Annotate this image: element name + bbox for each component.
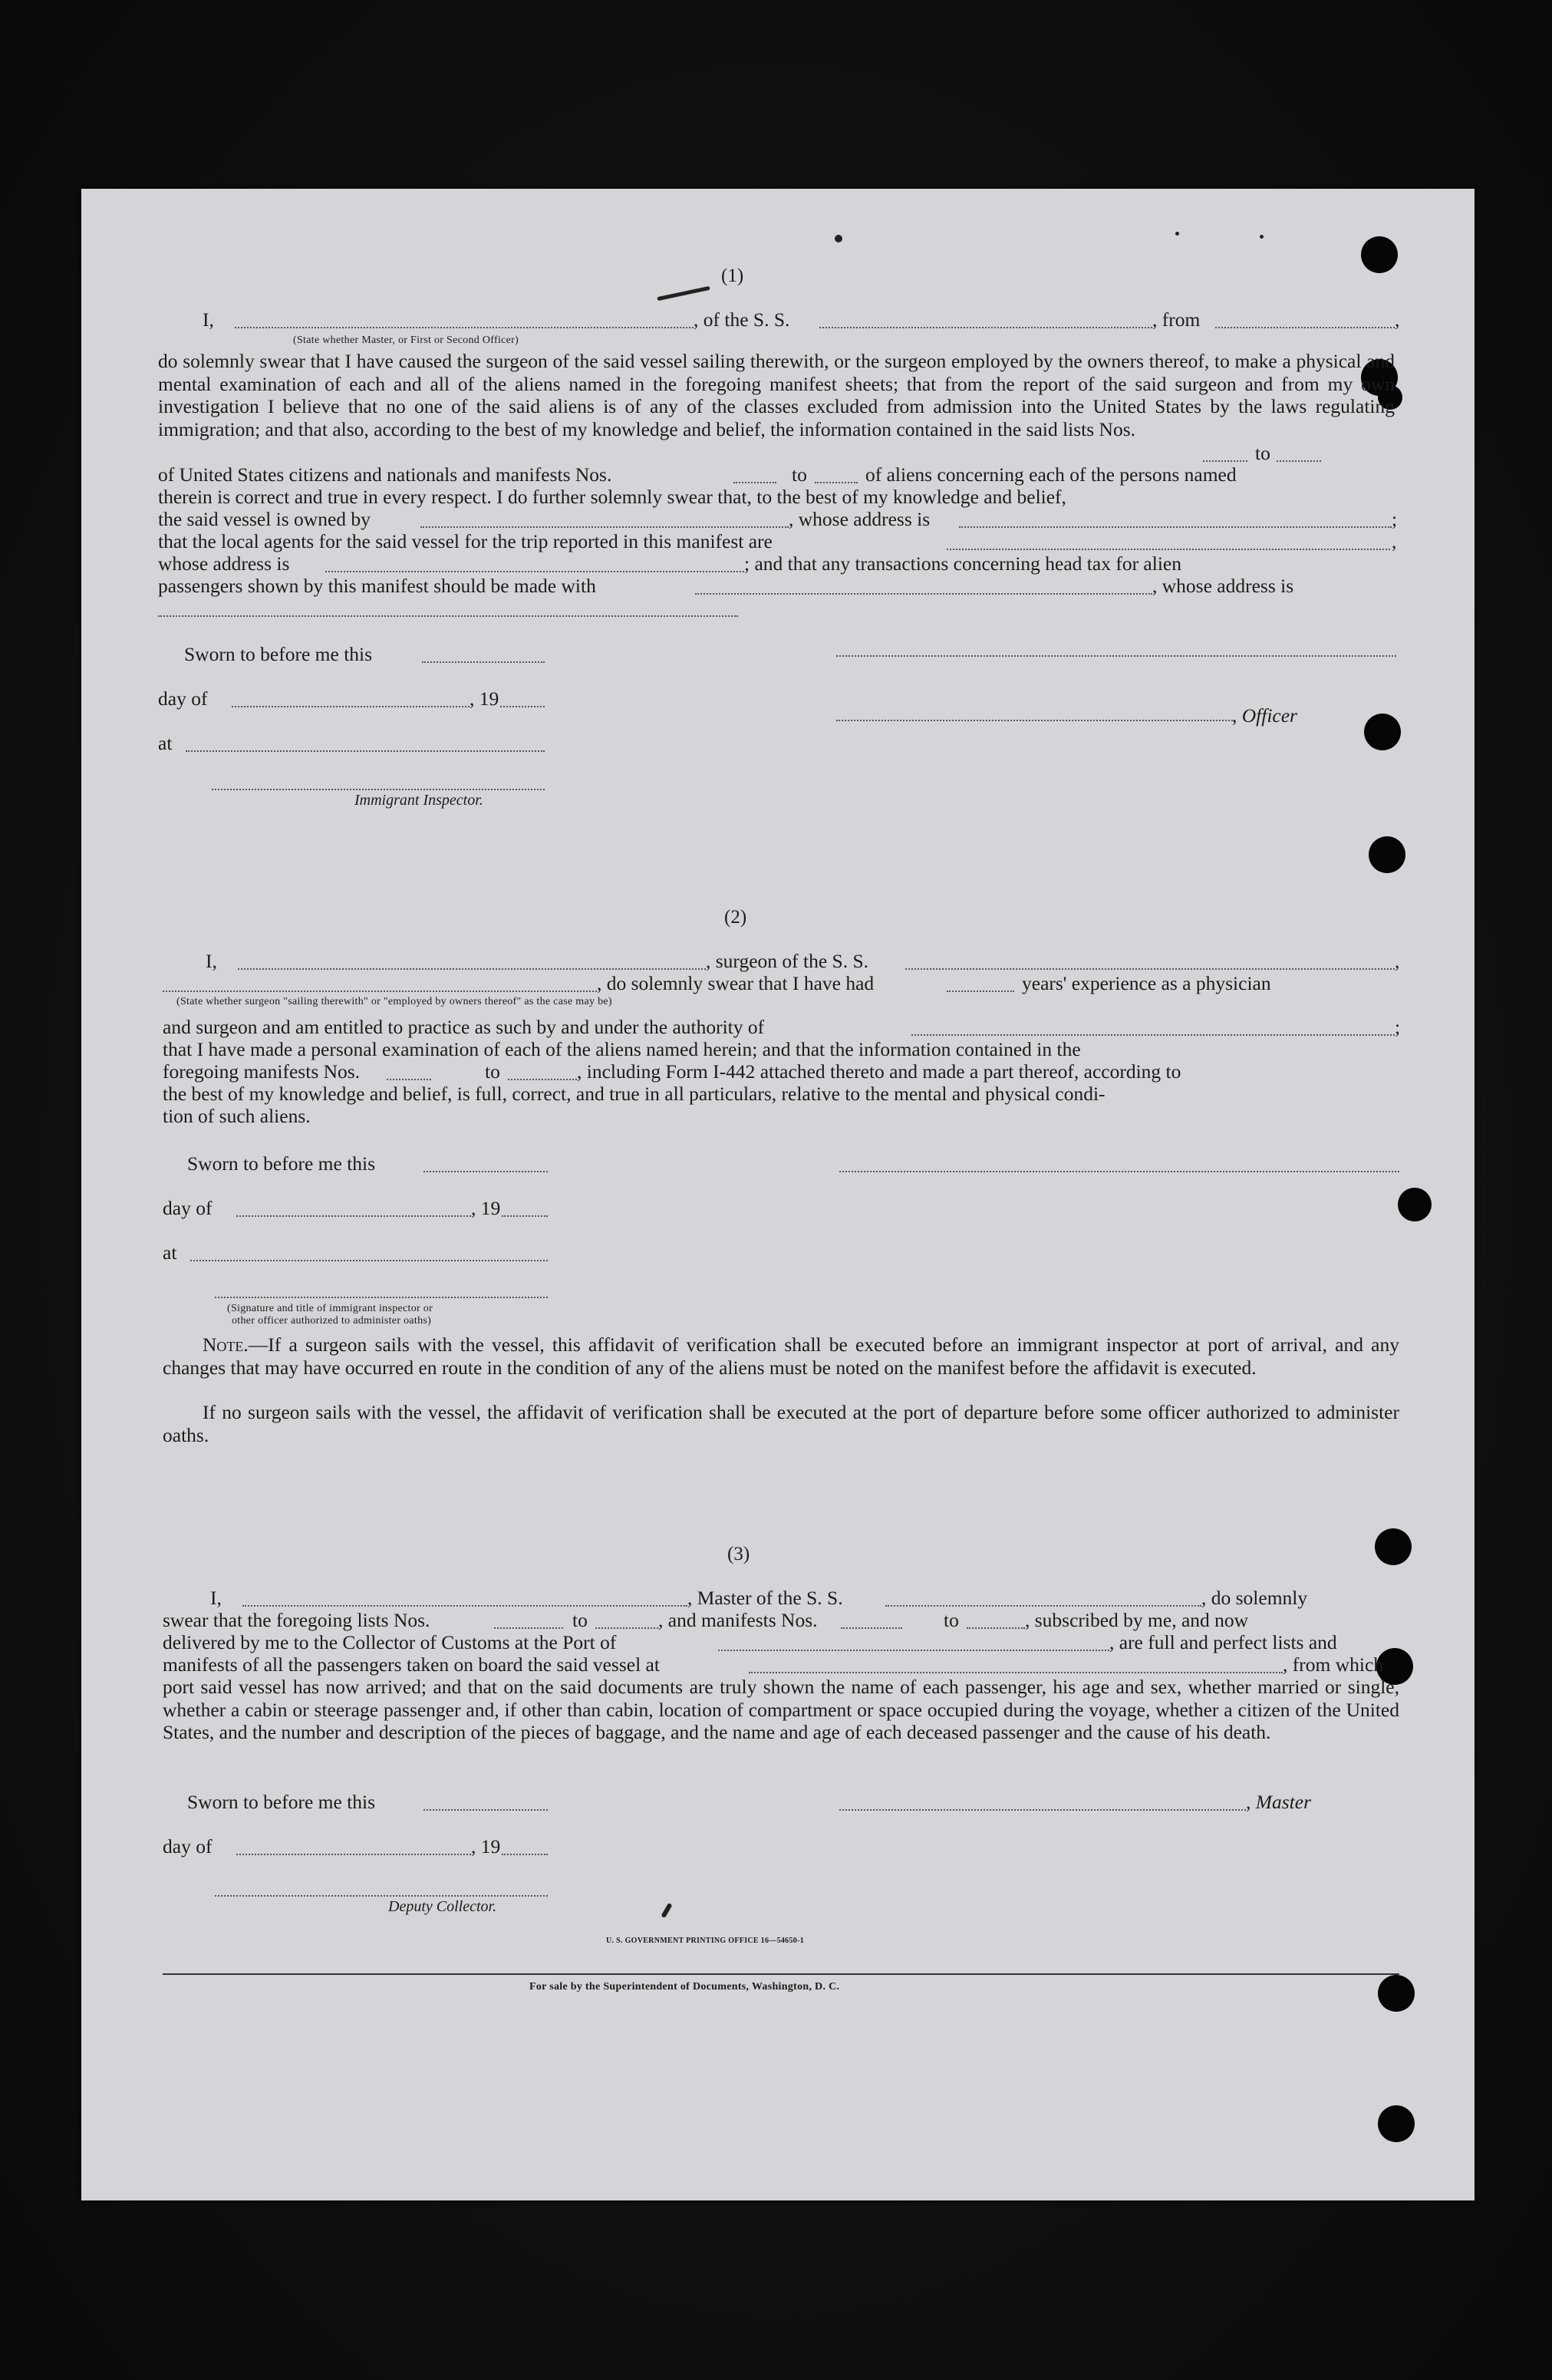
agent-address-label: whose address is: [158, 552, 290, 575]
manifests-from-blank[interactable]: [733, 482, 776, 483]
officer-rank-note: (State whether Master, or First or Second Officer): [293, 335, 519, 346]
authority-label: and surgeon and am entitled to practice as such by and under the authority of: [163, 1016, 765, 1038]
local-agents-blank[interactable]: [947, 549, 1390, 550]
owner-address-label: , whose address is: [789, 508, 931, 530]
surgeon-note-2: If no surgeon sails with the vessel, the affidavit of verification shall be executed at the port of departure before some officer authorized to administer oaths.: [163, 1401, 1399, 1446]
including-label: , including Form I-442 attached thereto and made a part thereof, according to: [577, 1060, 1181, 1083]
authority-blank[interactable]: [911, 1034, 1395, 1036]
master-signature-blank[interactable]: [839, 1809, 1246, 1811]
year-label-1: , 19: [470, 687, 499, 710]
section-1-line-8: of United States citizens and nationals and manifests Nos.: [158, 463, 612, 486]
surgeon-vessel-blank[interactable]: [905, 968, 1395, 970]
foregoing-manifests-label: foregoing manifests Nos.: [163, 1060, 361, 1083]
signature-note-1: (Signature and title of immigrant inspector or: [227, 1303, 433, 1314]
year-label-2: , 19: [471, 1197, 501, 1219]
lists-from-blank-3[interactable]: [494, 1627, 563, 1629]
ink-speck: [1175, 232, 1179, 236]
from-label: , from: [1152, 308, 1201, 331]
section-1-body: do solemnly swear that I have caused the surgeon of the said vessel sailing therewith, or the surgeon employed by the owners thereof, to make a physical and mental examination of each and all of the aliens named in the foregoing manifest sheets; that from the report of the said surgeon and from my own investigation I believe that no one of the said aliens is of any of the classes excluded from admission into the United States by the laws regulating immigration; and that also, according to the best of my knowledge and belief, the information contained in the said lists Nos.: [158, 350, 1395, 440]
surgeon-status-blank[interactable]: [163, 991, 597, 992]
section-3-number: (3): [727, 1544, 750, 1564]
manifests-to-blank-3[interactable]: [967, 1627, 1025, 1629]
surgeon-note-1: [163, 1333, 1399, 1379]
head-tax-address-label: , whose address is: [1152, 575, 1294, 597]
authority-semicolon: ;: [1395, 1016, 1401, 1038]
master-name-blank[interactable]: [242, 1605, 687, 1607]
day-of-label-3: day of: [163, 1835, 213, 1858]
port-blank[interactable]: [718, 1650, 1109, 1651]
subscribed-label: , subscribed by me, and now: [1025, 1609, 1249, 1631]
sworn-label-2: Sworn to before me this: [187, 1152, 376, 1175]
section-2-body-2: the best of my knowledge and belief, is full, correct, and true in all particulars, relative to the mental and physical condi-: [163, 1083, 1106, 1105]
foregoing-from-blank[interactable]: [387, 1079, 431, 1080]
punch-hole: [1369, 836, 1405, 873]
from-port-blank[interactable]: [1215, 327, 1395, 328]
surgeon-of-label: , surgeon of the S. S.: [706, 950, 869, 972]
note-text-1: —If a surgeon sails with the vessel, this affidavit of verification shall be executed before an immigrant inspector at port of arrival, and any changes that may have occurred en route in the condition of any of the aliens must be noted on the manifest before the affidavit is executed.: [163, 1333, 1399, 1379]
ink-speck: [835, 235, 842, 242]
from-which-label: , from which: [1283, 1653, 1384, 1676]
manifests-from-blank-3[interactable]: [841, 1627, 902, 1629]
manifest-affidavit-page: [81, 189, 1475, 2200]
owned-by-label: the said vessel is owned by: [158, 508, 371, 530]
day-of-blank-3[interactable]: [236, 1854, 471, 1855]
line1-end: ,: [1395, 308, 1400, 331]
foregoing-to-blank[interactable]: [508, 1079, 577, 1080]
section-2-number: (2): [724, 907, 747, 928]
note-label: Note.: [203, 1333, 249, 1356]
sworn-date-blank-3[interactable]: [423, 1809, 548, 1811]
owner-semicolon: ;: [1392, 508, 1398, 530]
lists-to-blank-3[interactable]: [595, 1627, 658, 1629]
affiant-i-label: I,: [203, 308, 214, 331]
section-2-body-1: that I have made a personal examination of each of the aliens named herein; and that the information contained in the: [163, 1038, 1081, 1060]
section-2-body-3: tion of such aliens.: [163, 1105, 311, 1127]
punch-hole: [1361, 236, 1398, 273]
deputy-collector-label: Deputy Collector.: [388, 1898, 497, 1915]
at-label-2: at: [163, 1241, 177, 1264]
gpo-imprint: U. S. GOVERNMENT PRINTING OFFICE 16—54650-1: [606, 1937, 805, 1945]
manifests-all-label: manifests of all the passengers taken on board the said vessel at: [163, 1653, 660, 1676]
punch-hole: [1378, 2105, 1415, 2142]
deputy-signature-blank[interactable]: [215, 1895, 548, 1897]
sworn-label-1: Sworn to before me this: [184, 643, 373, 665]
surgeon-name-blank[interactable]: [238, 968, 706, 970]
at-label-1: at: [158, 732, 173, 754]
sworn-date-blank-1[interactable]: [422, 661, 545, 663]
foregoing-to-label: to: [485, 1060, 500, 1083]
punch-hole: [1378, 1975, 1415, 2012]
surgeon-i-label: I,: [206, 950, 217, 972]
manifests-to-label: to: [792, 463, 807, 486]
of-ss-label: , of the S. S.: [694, 308, 790, 331]
year-blank-1[interactable]: [500, 706, 545, 707]
head-tax-address-blank[interactable]: [158, 615, 738, 617]
lists-from-blank[interactable]: [1203, 460, 1247, 462]
inspector-signature-blank-2[interactable]: [215, 1297, 548, 1298]
delivered-label: delivered by me to the Collector of Customs at the Port of: [163, 1631, 617, 1653]
immigrant-inspector-label: Immigrant Inspector.: [354, 792, 483, 809]
surgeon-status-note: (State whether surgeon "sailing therewith" or "employed by owners thereof" as the case may be): [176, 996, 612, 1007]
master-vessel-blank[interactable]: [885, 1605, 1201, 1607]
local-agents-comma: ,: [1392, 530, 1397, 552]
officer-signature-blank[interactable]: [836, 655, 1396, 657]
footer-rule: [163, 1973, 1399, 1975]
sworn-date-blank-2[interactable]: [423, 1171, 548, 1172]
for-sale-note: For sale by the Superintendent of Documents, Washington, D. C.: [529, 1981, 840, 1993]
ink-speck: [661, 1903, 672, 1918]
and-manifests-label: , and manifests Nos.: [658, 1609, 818, 1631]
lists-to-blank[interactable]: [1277, 460, 1321, 462]
day-of-blank-2[interactable]: [236, 1215, 471, 1217]
year-blank-3[interactable]: [502, 1854, 548, 1855]
surgeon-signature-blank[interactable]: [839, 1171, 1399, 1172]
do-solemnly-label: , do solemnly: [1201, 1587, 1308, 1609]
solemnly-swear-label: , do solemnly swear that I have had: [597, 972, 875, 994]
day-of-label-1: day of: [158, 687, 208, 710]
section-1-number: (1): [721, 265, 744, 286]
at-blank-2[interactable]: [190, 1260, 548, 1261]
year-blank-2[interactable]: [502, 1215, 548, 1217]
agent-address-blank[interactable]: [325, 571, 744, 572]
owner-address-blank[interactable]: [959, 526, 1392, 528]
years-label: years' experience as a physician: [1022, 972, 1271, 994]
day-of-blank-1[interactable]: [232, 706, 470, 707]
lists-to-label: to: [1255, 442, 1270, 464]
section-1-line-8-end: of aliens concerning each of the persons named: [865, 463, 1237, 486]
lists-to-label-3: to: [572, 1609, 588, 1631]
master-of-label: , Master of the S. S.: [687, 1587, 843, 1609]
manifests-to-blank[interactable]: [815, 482, 858, 483]
inspector-signature-blank[interactable]: [212, 789, 545, 790]
officer-label: , Officer: [1232, 704, 1297, 727]
section-1-line-9: therein is correct and true in every respect. I do further solemnly swear that, to the best of my knowledge and belief,: [158, 486, 1066, 508]
ink-speck: [657, 286, 710, 301]
vessel-name-blank[interactable]: [819, 327, 1152, 328]
officer-title-blank[interactable]: [836, 720, 1235, 721]
head-tax-agent-blank[interactable]: [695, 593, 1152, 595]
affiant-name-blank[interactable]: [235, 327, 694, 328]
owner-blank[interactable]: [420, 526, 789, 528]
section-3-body: port said vessel has now arrived; and that on the said documents are truly shown the name of each passenger, his age and sex, whether married or single, whether a cabin or steerage passenger and, if other than cabin, location of compartment or space occupied during the voyage, whether a citizen of the United States, and the number and description of the pieces of baggage, and the name and age of each deceased passenger and the cause of his death.: [163, 1676, 1399, 1743]
passengers-label: passengers shown by this manifest should be made with: [158, 575, 596, 597]
embark-port-blank[interactable]: [749, 1672, 1283, 1673]
ink-speck: [1260, 235, 1264, 239]
day-of-label-2: day of: [163, 1197, 213, 1219]
sworn-label-3: Sworn to before me this: [187, 1791, 376, 1813]
years-blank[interactable]: [947, 991, 1014, 992]
master-i-label: I,: [210, 1587, 222, 1609]
at-blank-1[interactable]: [186, 750, 545, 752]
punch-hole: [1375, 1528, 1412, 1565]
surgeon-line-end: ,: [1395, 950, 1400, 972]
signature-note-2: other officer authorized to administer oaths): [232, 1315, 432, 1327]
manifests-to-label-3: to: [944, 1609, 959, 1631]
local-agents-label: that the local agents for the said vessel for the trip reported in this manifest are: [158, 530, 773, 552]
swear-lists-label: swear that the foregoing lists Nos.: [163, 1609, 430, 1631]
punch-hole: [1398, 1188, 1432, 1221]
punch-hole: [1364, 714, 1401, 750]
full-perfect-label: , are full and perfect lists and: [1109, 1631, 1337, 1653]
head-tax-label: ; and that any transactions concerning head tax for alien: [744, 552, 1181, 575]
year-label-3: , 19: [471, 1835, 501, 1858]
master-label: , Master: [1246, 1791, 1311, 1813]
